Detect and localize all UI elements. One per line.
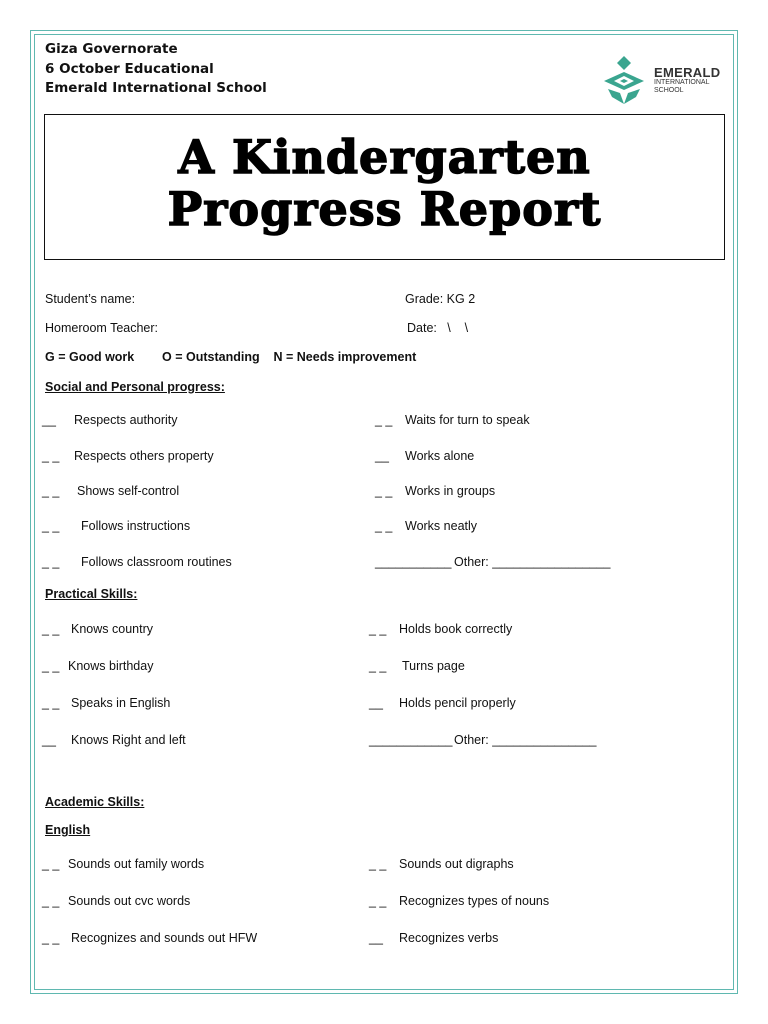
item-label: Other: _______________ bbox=[454, 733, 597, 747]
item-label: Sounds out family words bbox=[68, 857, 205, 871]
item-label: Holds pencil properly bbox=[399, 696, 516, 710]
list-item bbox=[42, 659, 153, 673]
header-district: 6 October Educational bbox=[45, 60, 214, 77]
blank-line: _ _ bbox=[42, 659, 60, 673]
blank-line: __ bbox=[375, 449, 389, 463]
logo-sub1: INTERNATIONAL bbox=[654, 79, 710, 86]
school-header bbox=[45, 40, 267, 99]
item-label: Recognizes and sounds out HFW bbox=[71, 931, 258, 945]
logo-name: EMERALD bbox=[654, 65, 721, 80]
blank-line: _ _ bbox=[375, 484, 393, 498]
list-item bbox=[375, 484, 495, 498]
item-label: Turns page bbox=[402, 659, 465, 673]
blank-line: ___________ bbox=[375, 555, 452, 569]
grading-legend: G = Good work O = Outstanding N = Needs improvement bbox=[45, 350, 417, 364]
list-item bbox=[369, 931, 498, 945]
grade-label: Grade: KG 2 bbox=[405, 292, 476, 306]
list-item bbox=[369, 622, 512, 636]
logo-sub2: SCHOOL bbox=[654, 87, 684, 94]
item-label: Works neatly bbox=[405, 519, 478, 533]
list-item bbox=[42, 857, 204, 871]
blank-line: _ _ bbox=[42, 696, 60, 710]
blank-line: _ _ bbox=[369, 659, 387, 673]
list-item bbox=[42, 931, 257, 945]
item-label: Speaks in English bbox=[71, 696, 171, 710]
student-name-label: Student’s name: bbox=[45, 292, 136, 306]
header-school-name: Emerald International School bbox=[45, 80, 267, 96]
title-box bbox=[44, 114, 725, 260]
school-logo bbox=[600, 55, 725, 105]
list-item bbox=[369, 733, 597, 747]
list-item bbox=[369, 857, 514, 871]
item-label: Shows self-control bbox=[77, 484, 180, 498]
item-label: Works alone bbox=[405, 449, 475, 463]
blank-line: _ _ bbox=[42, 449, 60, 463]
list-item bbox=[42, 484, 179, 498]
item-label: Other: _________________ bbox=[454, 555, 611, 569]
blank-line: __ bbox=[369, 696, 383, 710]
blank-line: _ _ bbox=[369, 622, 387, 636]
list-item bbox=[375, 449, 474, 463]
list-item bbox=[42, 894, 190, 908]
list-item bbox=[42, 519, 190, 533]
list-item bbox=[42, 555, 232, 569]
emerald-logo-icon bbox=[600, 55, 648, 105]
list-item bbox=[375, 413, 530, 427]
item-label: Respects others property bbox=[74, 449, 214, 463]
title-line-1: A Kindergarten bbox=[178, 130, 591, 184]
blank-line: _ _ bbox=[42, 857, 60, 871]
blank-line: _ _ bbox=[369, 894, 387, 908]
blank-line: _ _ bbox=[375, 413, 393, 427]
blank-line: __ bbox=[42, 733, 56, 747]
blank-line: _ _ bbox=[42, 894, 60, 908]
list-item bbox=[375, 519, 477, 533]
blank-line: __ bbox=[42, 413, 56, 427]
item-label: Knows birthday bbox=[68, 659, 154, 673]
item-label: Knows Right and left bbox=[71, 733, 186, 747]
list-item bbox=[42, 413, 178, 427]
item-label: Knows country bbox=[71, 622, 153, 636]
list-item bbox=[42, 733, 186, 747]
item-label: Follows instructions bbox=[81, 519, 191, 533]
item-label: Holds book correctly bbox=[399, 622, 513, 636]
list-item bbox=[375, 555, 610, 569]
item-label: Recognizes types of nouns bbox=[399, 894, 550, 908]
blank-line: ____________ bbox=[369, 733, 453, 747]
item-label: Works in groups bbox=[405, 484, 496, 498]
blank-line: _ _ bbox=[42, 931, 60, 945]
list-item bbox=[42, 622, 153, 636]
list-item bbox=[369, 659, 465, 673]
blank-line: __ bbox=[369, 931, 383, 945]
homeroom-teacher-label: Homeroom Teacher: bbox=[45, 321, 159, 335]
item-label: Recognizes verbs bbox=[399, 931, 499, 945]
list-item bbox=[42, 696, 170, 710]
list-item bbox=[369, 894, 549, 908]
item-label: Waits for turn to speak bbox=[405, 413, 530, 427]
blank-line: _ _ bbox=[369, 857, 387, 871]
list-item bbox=[42, 449, 214, 463]
item-label: Follows classroom routines bbox=[81, 555, 232, 569]
header-governorate: Giza Governorate bbox=[45, 41, 178, 57]
blank-line: _ _ bbox=[42, 484, 60, 498]
item-label: Sounds out cvc words bbox=[68, 894, 191, 908]
blank-line: _ _ bbox=[42, 555, 60, 569]
english-subheading: English bbox=[45, 823, 91, 837]
blank-line: _ _ bbox=[42, 519, 60, 533]
social-heading: Social and Personal progress: bbox=[45, 380, 225, 394]
item-label: Sounds out digraphs bbox=[399, 857, 514, 871]
academic-heading: Academic Skills: bbox=[45, 795, 145, 809]
blank-line: _ _ bbox=[42, 622, 60, 636]
date-label: Date: \ \ bbox=[407, 321, 469, 335]
list-item bbox=[369, 696, 516, 710]
item-label: Respects authority bbox=[74, 413, 178, 427]
blank-line: _ _ bbox=[375, 519, 393, 533]
title-line-2: Progress Report bbox=[167, 182, 602, 236]
practical-heading: Practical Skills: bbox=[45, 587, 138, 601]
